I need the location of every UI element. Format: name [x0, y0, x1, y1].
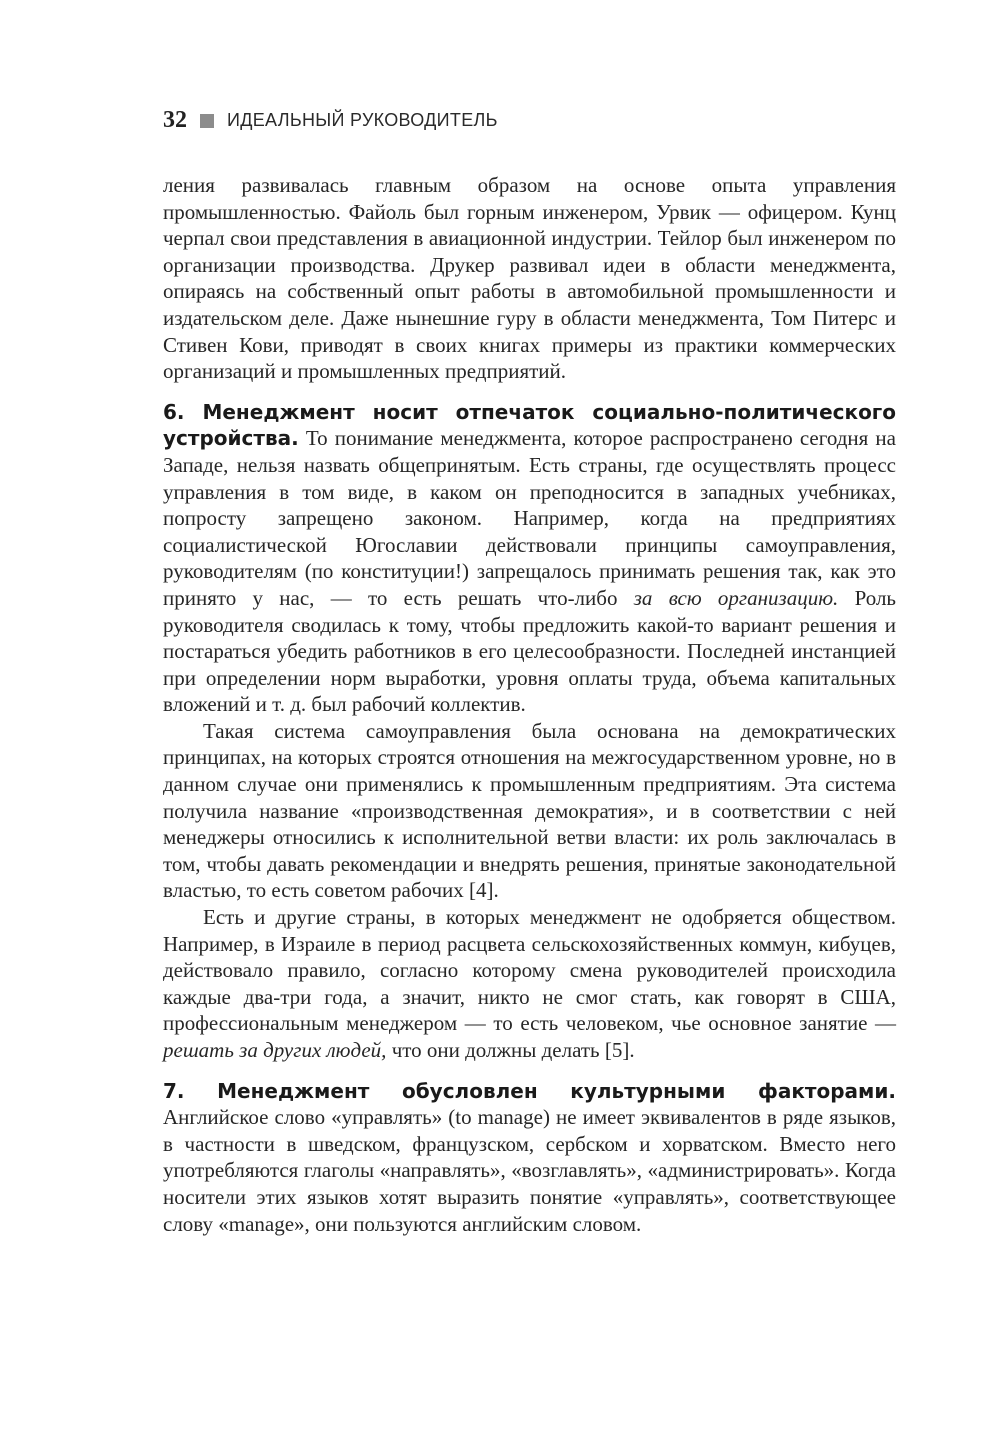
other-countries-text-start: Есть и другие страны, в которых менеджмент не одобряется обществом. Например, в Израиле в период расцвета сельскохозяйственных коммун, кибуцев, действовало правило, согласно которому смена руководителей происходила каждые два-три года, а значит, никто не смог стать, как говорят в США, профессиональным менеджером — то есть человеком, чье основное занятие —	[163, 905, 896, 1036]
square-bullet-icon	[200, 114, 214, 128]
paragraph-continued: ления развивалась главным образом на основе опыта управления промышленностью. Файоль был горным инженером, Урвик — офицером. Кунц черпал свои представления в авиационной индустрии. Тейлор был инженером по организации производства. Друкер развивал идеи в области менеджмента, опираясь на собственный опыт работы в автомобильной промышленности и издательском деле. Даже нынешние гуру в области менеджмента, Том Питерс и Стивен Кови, приводят в своих книгах примеры из практики коммерческих организаций и промышленных предприятий.	[163, 173, 896, 384]
other-countries-text-end: что они должны делать [5].	[386, 1038, 635, 1062]
running-head	[163, 107, 498, 134]
section-6-emphasis: за всю организацию.	[633, 585, 839, 610]
paragraph-other-countries	[163, 904, 896, 1064]
section-6-text-end: Роль руководителя сводилась к тому, чтобы предложить какой-то вариант решения и постараться убедить работников в его целесообразности. Последней инстанцией при определении норм выработки, уровня оплаты труда, объема капитальных вложений и т. д. был рабочий коллектив.	[163, 585, 896, 717]
page-number: 32	[163, 107, 187, 133]
section-6-text-start: То понимание менеджмента, которое распространено сегодня на Западе, нельзя назвать общепринятым. Есть страны, где осуществлять процесс управления в том виде, в каком он преподносится в западных учебниках, попросту запрещено законом. Например, когда на предприятиях социалистической Югославии действовали принципы самоуправления, руководителям (по конституции!) запрещалось принимать решения так, как это принято у нас, — то есть решать что-либо	[163, 426, 896, 610]
other-countries-emphasis: решать за других людей,	[163, 1038, 387, 1062]
section-7-text: Английское слово «управлять» (to manage) не имеет эквивалентов в ряде языков, в частности в шведском, французском, сербском и хорватском. Вместо него употребляются глаголы «направлять», «возглавлять», «администрировать». Когда носители этих языков хотят выразить понятие «управлять», соответствующее слову «manage», они пользуются английским словом.	[163, 1105, 896, 1236]
body-text	[163, 172, 896, 1237]
section-6-heading: 6. Менеджмент носит отпечаток социально-политического устройства.	[163, 399, 896, 451]
paragraph-self-management: Такая система самоуправления была основана на демократических принципах, на которых строятся отношения на межгосударственном уровне, но в данном случае они применялись к промышленным предприятиям. Эта система получила название «производственная демократия», и в соответствии с ней менеджеры относились к исполнительной ветви власти: их роль заключалась в том, чтобы давать рекомендации и внедрять решения, принятые законодательной властью, то есть советом рабочих [4].	[163, 718, 896, 903]
running-head-title: ИДЕАЛЬНЫЙ РУКОВОДИТЕЛЬ	[227, 110, 498, 130]
section-7-paragraph	[163, 1078, 896, 1238]
section-6-paragraph	[163, 399, 896, 718]
section-7-heading: 7. Менеджмент обусловлен культурными факторами.	[163, 1078, 896, 1103]
